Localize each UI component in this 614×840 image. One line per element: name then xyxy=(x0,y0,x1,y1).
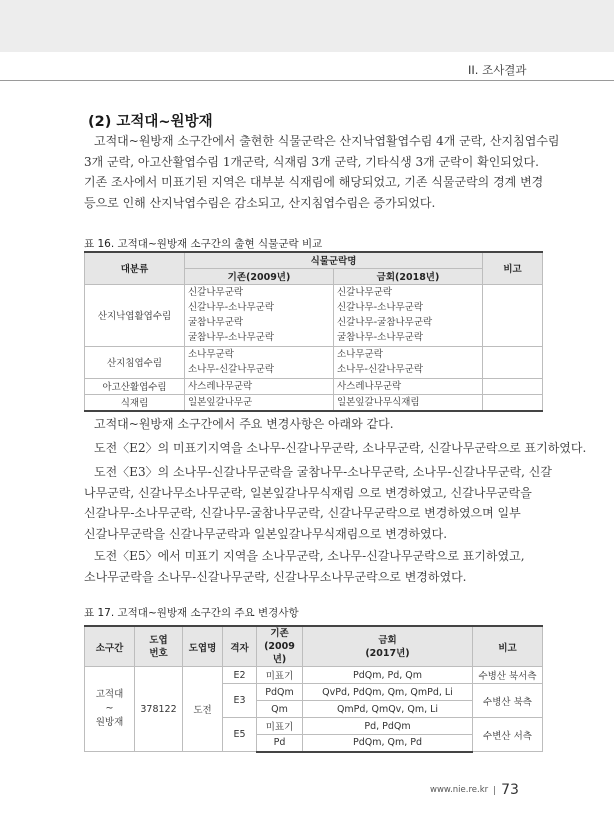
t16-existing-cell xyxy=(185,346,334,378)
table16-caption: 표 16. 고적대~원방재 소구간의 출현 식물군락 비교 xyxy=(84,238,323,250)
table-row xyxy=(85,667,543,684)
t17-header-sheet-name: 도엽명 xyxy=(183,626,223,667)
t16-item: 사스레나무군락 xyxy=(337,380,402,392)
t17-existing: 미표기 xyxy=(257,718,303,735)
e2-paragraph xyxy=(84,438,587,459)
t16-header-note: 비고 xyxy=(483,252,543,284)
top-band xyxy=(0,0,614,52)
t17-current: QvPd, PdQm, Qm, QmPd, Li xyxy=(303,684,473,701)
t17-header-note: 비고 xyxy=(473,626,543,667)
paragraph-line: 신갈나무군락을 신갈나무군락과 일본잎갈나무식재림으로 변경하였다. xyxy=(84,526,448,541)
paragraph-line: 고적대~원방재 소구간에서 출현한 식물군락은 산지낙엽활엽수림 4개 군락, 산지침엽수림 xyxy=(94,134,560,148)
t16-item: 신갈나무-소나무군락 xyxy=(188,302,275,313)
table-row xyxy=(85,378,543,394)
running-head-label: II. 조사결과 xyxy=(468,63,527,77)
t17-note: 수병산 북서측 xyxy=(473,667,543,684)
t17-section-line: 고적대 xyxy=(95,689,124,700)
t17-grid: E2 xyxy=(223,667,257,684)
t17-section xyxy=(85,667,135,752)
paragraph-line: 나무군락, 신갈나무소나무군락, 일본잎갈나무식재림 으로 변경하였고, 신갈나무군락을 xyxy=(84,485,532,500)
t17-header-current-line: (2017년) xyxy=(365,647,410,659)
t16-note xyxy=(483,394,543,411)
t16-category: 식재림 xyxy=(85,394,185,411)
t16-header-current: 금회(2018년) xyxy=(334,268,483,284)
t17-header-existing-line: 기존 xyxy=(270,628,289,639)
t17-header-existing xyxy=(257,626,303,667)
t16-current-cell xyxy=(334,346,483,378)
t16-item: 소나무군락 xyxy=(188,349,234,360)
t16-item: 굴참나무군락 xyxy=(188,317,244,328)
t16-existing-cell xyxy=(185,378,334,394)
t17-existing: Pd xyxy=(257,735,303,752)
t16-note xyxy=(483,284,543,346)
t17-existing: Qm xyxy=(257,701,303,718)
t17-current: PdQm, Pd, Qm xyxy=(303,667,473,684)
t17-header-sheet-no-line: 도엽 xyxy=(149,634,168,646)
header-rule xyxy=(0,80,614,81)
table17 xyxy=(84,625,543,753)
t17-note: 수변산 서측 xyxy=(473,718,543,752)
t16-header-existing: 기존(2009년) xyxy=(185,268,334,284)
t17-grid: E5 xyxy=(223,718,257,752)
page-footer xyxy=(430,780,519,800)
t17-grid: E3 xyxy=(223,684,257,718)
t16-item: 소나무-신갈나무군락 xyxy=(337,364,424,375)
t16-header-name: 식물군락명 xyxy=(185,252,483,268)
t16-item: 사스레나무군락 xyxy=(188,380,253,392)
t16-note xyxy=(483,378,543,394)
e3-paragraph xyxy=(84,462,552,544)
t17-header-sheet-no xyxy=(135,626,183,667)
intro-paragraph xyxy=(84,131,560,213)
t17-header-section: 소구간 xyxy=(85,626,135,667)
t16-item: 일본잎갈나무식재림 xyxy=(337,396,420,408)
table-row xyxy=(85,284,543,346)
t17-current: Pd, PdQm xyxy=(303,718,473,735)
t17-existing: PdQm xyxy=(257,684,303,701)
t16-current-cell xyxy=(334,394,483,411)
t17-header-existing-line: (2009년) xyxy=(264,641,295,665)
table-row xyxy=(85,394,543,411)
t17-header-current xyxy=(303,626,473,667)
paragraph-line: 도전〈E5〉에서 미표기 지역을 소나무군락, 소나무-신갈나무군락으로 표기하였고, xyxy=(94,549,525,563)
t17-section-line: ~ xyxy=(105,703,114,714)
t17-header-sheet-no-line: 번호 xyxy=(149,647,168,659)
footer-divider xyxy=(494,786,495,795)
section-title: (2) 고적대~원방재 xyxy=(88,114,213,130)
t17-existing: 미표기 xyxy=(257,667,303,684)
t17-sheet-name: 도전 xyxy=(183,667,223,752)
paragraph-line: 등으로 인해 산지낙엽수림은 감소되고, 산지침엽수림은 증가되었다. xyxy=(84,195,436,210)
t17-header-current-line: 금회 xyxy=(378,634,397,646)
table17-caption: 표 17. 고적대~원방재 소구간의 주요 변경사항 xyxy=(84,607,299,619)
t16-existing-cell xyxy=(185,284,334,346)
paragraph-line: 도전〈E3〉의 소나무-신갈나무군락을 굴참나무-소나무군락, 소나무-신갈나무군락, 신갈 xyxy=(94,465,552,479)
paragraph-line: 3개 군락, 아고산활엽수림 1개군락, 식재림 3개 군락, 기타식생 3개 군락이 확인되었다. xyxy=(84,154,539,169)
t16-existing-cell xyxy=(185,394,334,411)
t17-section-line: 원방재 xyxy=(95,717,124,728)
t16-current-cell xyxy=(334,284,483,346)
footer-url: www.nie.re.kr xyxy=(430,785,489,795)
t16-item: 신갈나무-소나무군락 xyxy=(337,302,424,313)
table16 xyxy=(84,251,543,412)
t16-item: 신갈나무군락 xyxy=(337,287,393,298)
t17-note: 수병산 북측 xyxy=(473,684,543,718)
t16-category: 아고산활엽수림 xyxy=(85,378,185,394)
t16-item: 신갈나무군락 xyxy=(188,287,244,298)
paragraph-line: 도전〈E2〉의 미표기지역을 소나무-신갈나무군락, 소나무군락, 신갈나무군락으로 표기하였다. xyxy=(94,441,587,455)
t16-note xyxy=(483,346,543,378)
t16-item: 소나무-신갈나무군락 xyxy=(188,364,275,375)
t17-current: QmPd, QmQv, Qm, Li xyxy=(303,701,473,718)
t16-category: 산지침엽수림 xyxy=(85,346,185,378)
paragraph-line: 고적대~원방재 소구간에서 주요 변경사항은 아래와 같다. xyxy=(94,417,394,431)
paragraph-line: 기존 조사에서 미표기된 지역은 대부분 식재림에 해당되었고, 기존 식물군락의 경계 변경 xyxy=(84,175,544,189)
paragraph-line: 신갈나무-소나무군락, 신갈나무-굴참나무군락, 신갈나무군락으로 변경하였으며 일부 xyxy=(84,506,521,520)
paragraph-line: 소나무군락을 소나무-신갈나무군락, 신갈나무소나무군락으로 변경하였다. xyxy=(84,569,467,584)
t16-current-cell xyxy=(334,378,483,394)
table-row xyxy=(85,346,543,378)
t16-category: 산지낙엽활엽수림 xyxy=(85,284,185,346)
t16-item: 굴참나무-소나무군락 xyxy=(337,332,424,343)
t17-sheet-no: 378122 xyxy=(135,667,183,752)
t16-item: 소나무군락 xyxy=(337,349,383,360)
changes-intro-paragraph xyxy=(84,414,542,435)
page-number: 73 xyxy=(501,782,519,798)
t17-current: PdQm, Qm, Pd xyxy=(303,735,473,752)
e5-paragraph xyxy=(84,546,542,587)
t16-item: 굴참나무-소나무군락 xyxy=(188,332,275,343)
t16-header-category: 대분류 xyxy=(85,252,185,284)
running-head xyxy=(468,60,608,80)
t16-item: 신갈나무-굴참나무군락 xyxy=(337,317,433,328)
t16-item: 일본잎갈나무군 xyxy=(188,396,253,408)
t17-header-grid: 격자 xyxy=(223,626,257,667)
